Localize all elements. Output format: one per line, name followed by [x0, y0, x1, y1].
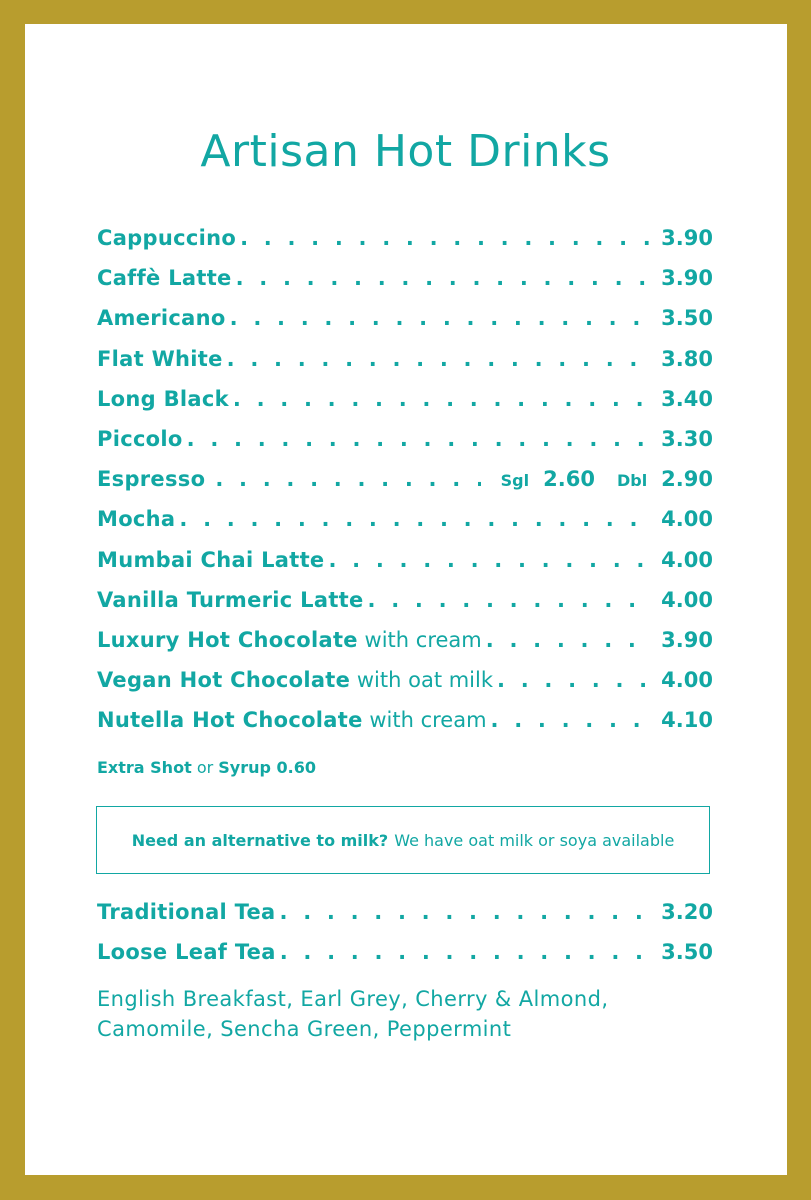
item-name: Flat White [97, 346, 223, 371]
item-name: Caffè Latte [97, 266, 232, 291]
dot-leader [240, 226, 653, 250]
item-price: 3.90 [661, 226, 713, 250]
dot-leader [187, 427, 653, 451]
menu-item-nutella-hot-chocolate [97, 708, 713, 748]
tea-varieties-line-1: English Breakfast, Earl Grey, Cherry & Almond, [97, 987, 609, 1011]
item-price: 3.90 [661, 266, 713, 291]
extras-note-rest: or [196, 758, 214, 777]
tea-menu-list [97, 900, 713, 980]
tea-varieties [97, 984, 717, 1044]
item-name: Long Black [97, 386, 229, 411]
item-price: 3.40 [661, 386, 713, 411]
item-name: Luxury Hot Chocolate [97, 627, 358, 652]
dot-leader [491, 708, 653, 732]
menu-item-espresso [97, 467, 713, 507]
menu-title: Artisan Hot Drinks [200, 126, 611, 177]
dot-leader [280, 940, 653, 964]
item-price: 3.20 [661, 900, 713, 924]
extras-note [97, 758, 316, 777]
menu-item-mumbai-chai-latte [97, 548, 713, 588]
milk-alternative-notice [96, 806, 710, 874]
dot-leader [236, 266, 653, 290]
item-price: 3.50 [661, 940, 713, 965]
item-price: 4.00 [661, 668, 713, 693]
item-extra: with cream [364, 627, 482, 652]
menu-item-cappuccino [97, 226, 713, 266]
item-name: Mocha [97, 507, 176, 532]
dot-leader [486, 628, 653, 652]
item-price: 4.00 [661, 547, 713, 572]
item-extra: with cream [369, 708, 487, 733]
dot-leader [179, 507, 653, 531]
single-price: 2.60 [543, 467, 595, 492]
extras-note-bold2: Syrup 0.60 [218, 758, 317, 777]
item-name: Mumbai Chai Latte [97, 547, 325, 572]
dot-leader [497, 668, 653, 692]
single-label: Sgl [500, 471, 530, 491]
menu-item-vanilla-turmeric-latte [97, 588, 713, 628]
item-name: Traditional Tea [97, 900, 276, 924]
item-name: Americano [97, 306, 226, 331]
menu-item-caffe-latte [97, 266, 713, 306]
item-price: 3.80 [661, 346, 713, 371]
menu-item-piccolo [97, 427, 713, 467]
dot-leader [328, 548, 653, 572]
dot-leader [215, 467, 480, 491]
item-extra: with oat milk [356, 668, 494, 693]
item-price: 3.30 [661, 426, 713, 451]
notice-rest: We have oat milk or soya available [394, 830, 675, 850]
item-price: 3.50 [661, 306, 713, 331]
dot-leader [230, 306, 653, 330]
tea-varieties-line-2: Camomile, Sencha Green, Peppermint [97, 1017, 512, 1041]
dot-leader [368, 588, 653, 612]
notice-bold: Need an alternative to milk? [131, 830, 389, 850]
item-name: Espresso [97, 467, 206, 492]
item-price: 3.90 [661, 627, 713, 652]
dot-leader [280, 900, 653, 924]
coffee-menu-list [97, 226, 713, 748]
item-name: Cappuccino [97, 226, 237, 250]
dot-leader [227, 347, 653, 371]
item-name: Nutella Hot Chocolate [97, 708, 363, 733]
menu-item-americano [97, 306, 713, 346]
item-price: 4.00 [661, 587, 713, 612]
double-price: 2.90 [661, 467, 713, 492]
menu-item-flat-white [97, 347, 713, 387]
menu-item-luxury-hot-chocolate [97, 628, 713, 668]
item-price: 4.00 [661, 507, 713, 532]
dot-leader [233, 387, 653, 411]
item-price: 4.10 [661, 708, 713, 733]
menu-item-mocha [97, 507, 713, 547]
double-label: Dbl [616, 471, 648, 491]
menu-item-loose-leaf-tea [97, 940, 713, 980]
item-name: Vanilla Turmeric Latte [97, 587, 364, 612]
menu-item-vegan-hot-chocolate [97, 668, 713, 708]
item-name: Vegan Hot Chocolate [97, 668, 351, 693]
item-name: Piccolo [97, 426, 183, 451]
extras-note-bold: Extra Shot [97, 758, 192, 777]
item-name: Loose Leaf Tea [97, 940, 276, 965]
menu-item-long-black [97, 387, 713, 427]
menu-item-traditional-tea [97, 900, 713, 940]
